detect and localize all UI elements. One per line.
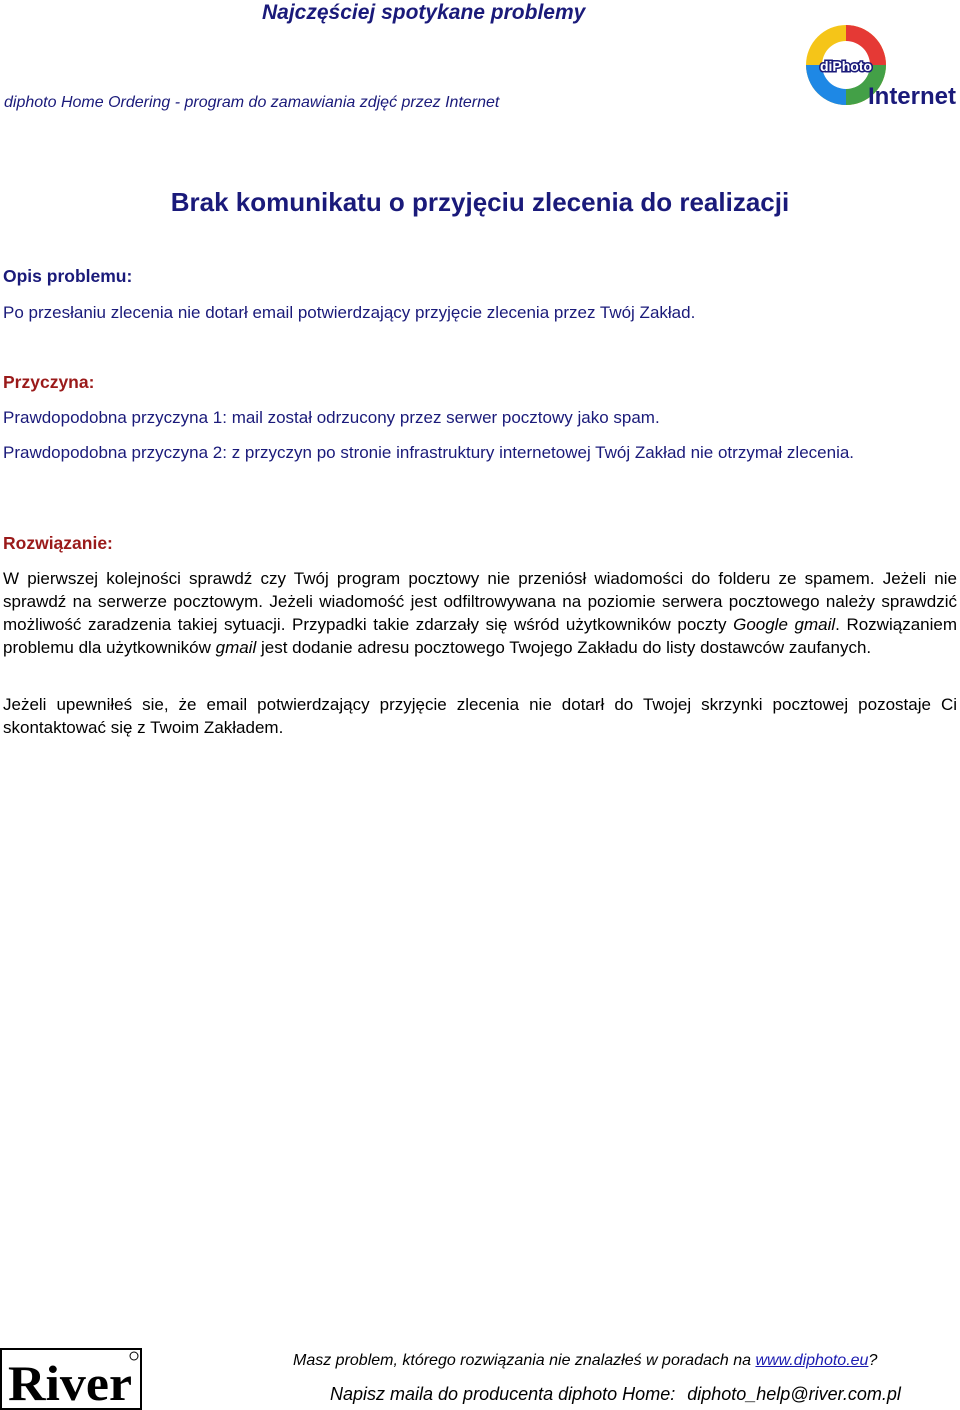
solution-paragraph-2: Jeżeli upewniłeś sie, że email potwierdzający przyjęcie zlecenia nie dotarł do Twojej skrzynki pocztowej pozostaje Ci skontaktować się z Twoim Zakładem. [3, 695, 957, 737]
footer-contact-text: Napisz maila do producenta diphoto Home: [330, 1384, 676, 1404]
solution-text-c: jest dodanie adresu pocztowego Twojego Zakładu do listy dostawców zaufanych. [256, 638, 872, 657]
logo-text-internet: Internet [867, 83, 956, 110]
cause-item-2: Prawdopodobna przyczyna 2: z przyczyn po stronie infrastruktury internetowej Twój Zakład nie otrzymał zlecenia. [3, 443, 855, 462]
footer-help-text: Masz problem, którego rozwiązania nie znalazłeś w poradach na [293, 1352, 756, 1369]
description-label: Opis problemu: [3, 266, 133, 286]
solution-paragraph-1 [3, 567, 957, 659]
page-subtitle: diphoto Home Ordering - program do zamawiania zdjęć przez Internet [4, 94, 500, 111]
solution-text-a: W pierwszej kolejności sprawdź czy Twój program pocztowy nie przeniósł wiadomości do folderu ze spamem. Jeżeli nie sprawdź na serwerze pocztowym. Jeżeli wiadomość jest odfiltrowywana na poziomie serwera pocztowego należy sprawdzić możliwość zaradzenia takiej sytuacji. Przypadki takie zdarzały się wśród użytkowników poczty [3, 569, 957, 634]
diphoto-website-link[interactable]: www.diphoto.eu [755, 1352, 869, 1369]
footer-help-question: ? [868, 1352, 878, 1369]
river-logo-text: River [8, 1355, 132, 1410]
cause-item-1: Prawdopodobna przyczyna 1: mail został odrzucony przez serwer pocztowy jako spam. [3, 408, 660, 427]
description-text: Po przesłaniu zlecenia nie dotarł email potwierdzający przyjęcie zlecenia przez Twój Zakład. [3, 303, 696, 322]
diphoto-internet-logo [800, 20, 960, 120]
footer-contact-line [330, 1384, 901, 1405]
solution-gmail: gmail [215, 638, 257, 657]
logo-text-diphoto: diPhoto [819, 58, 873, 74]
solution-google-gmail: Google gmail [733, 615, 836, 634]
solution-label: Rozwiązanie: [3, 533, 113, 553]
river-logo [0, 1348, 142, 1410]
solution-text-b: . Rozwiązaniem problemu dla użytkowników [3, 615, 957, 657]
cause-label: Przyczyna: [3, 372, 95, 392]
document-heading: Brak komunikatu o przyjęciu zlecenia do realizacji [170, 187, 790, 217]
footer-help-line [293, 1352, 877, 1370]
page-title: Najczęściej spotykane problemy [262, 1, 586, 24]
support-email[interactable]: diphoto_help@river.com.pl [687, 1384, 901, 1404]
